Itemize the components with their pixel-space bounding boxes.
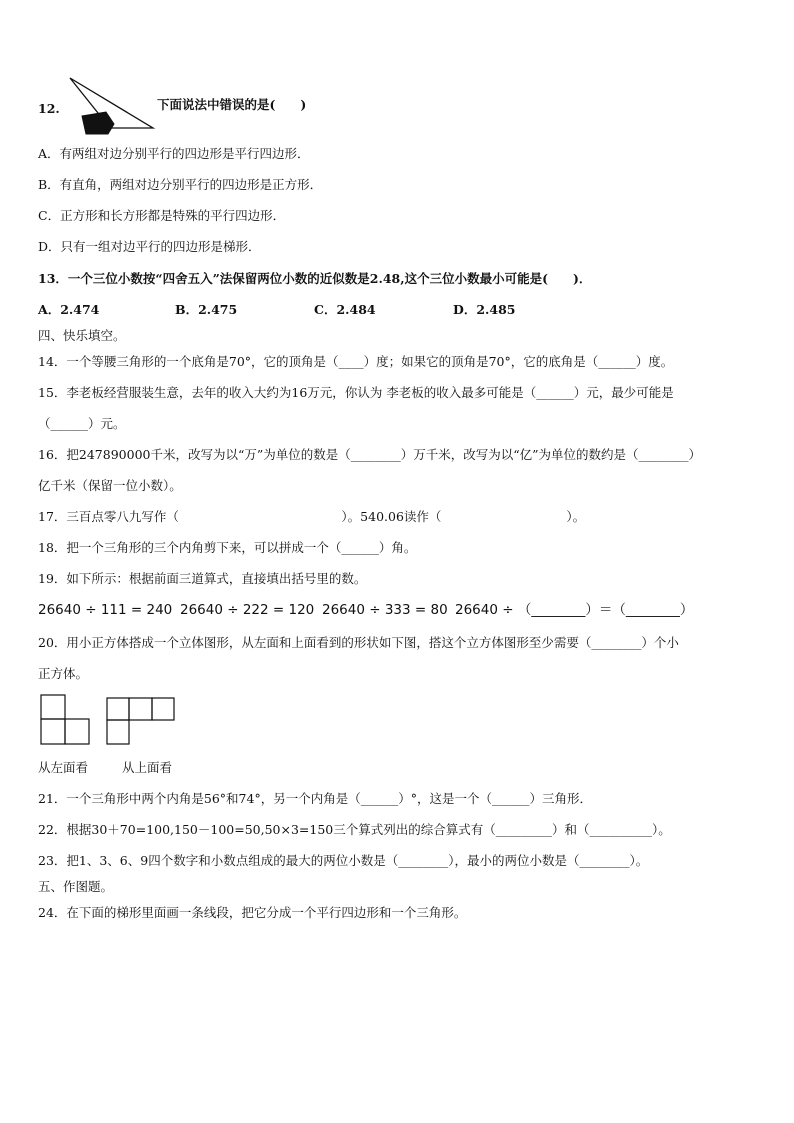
q12-option-b: B．有直角，两组对边分别平行的四边形是正方形． bbox=[38, 177, 323, 192]
q20-view-figures bbox=[40, 694, 180, 748]
left-view-figure bbox=[41, 695, 89, 744]
set-square-ruler-figure bbox=[68, 76, 158, 136]
q15-line1: 15．李老板经营服装生意，去年的收入大约为16万元，你认为 李老板的收入最多可能是（______）元，最少可能是 bbox=[38, 385, 674, 400]
q12-number: 12. bbox=[38, 101, 60, 116]
q23-text: 23．把1、3、6、9四个数字和小数点组成的最大的两位小数是（________），最小的两位小数是（________）。 bbox=[38, 853, 649, 868]
top-view-figure bbox=[107, 698, 174, 744]
q20-line2: 正方体。 bbox=[38, 666, 89, 681]
q20-caption-top-view: 从上面看 bbox=[122, 760, 173, 775]
q22-text: 22．根据30＋70=100,150－100=50,50×3=150三个算式列出的综合算式有（_________）和（__________）。 bbox=[38, 822, 671, 837]
q19-equation-3: 26640 ÷ 333 = 80 bbox=[322, 602, 448, 618]
q20-caption-left-view: 从左面看 bbox=[38, 760, 89, 775]
q13-option-d: D．2.485 bbox=[453, 302, 516, 317]
q19-stem: 19．如下所示：根据前面三道算式，直接填出括号里的数。 bbox=[38, 571, 367, 586]
q13-stem: 13．一个三位小数按“四舍五入”法保留两位小数的近似数是2.48,这个三位小数最小可能是( )． bbox=[38, 271, 592, 286]
q13-option-c: C．2.484 bbox=[314, 302, 376, 317]
q20-line1: 20．用小正方体搭成一个立体图形，从左面和上面看到的形状如下图，搭这个立方体图形至少需要（________）个小 bbox=[38, 635, 679, 650]
q12-option-a: A．有两组对边分别平行的四边形是平行四边形． bbox=[38, 146, 310, 161]
section-4-heading: 四、快乐填空。 bbox=[38, 328, 126, 343]
q19-equation-4: 26640 ÷ （________）＝（________） bbox=[455, 602, 694, 618]
q13-option-a: A．2.474 bbox=[38, 302, 100, 317]
section-5-heading: 五、作图题。 bbox=[38, 879, 114, 894]
q12-option-d: D．只有一组对边平行的四边形是梯形． bbox=[38, 239, 261, 254]
q19-equation-1: 26640 ÷ 111 = 240 bbox=[38, 602, 173, 618]
q19-equation-2: 26640 ÷ 222 = 120 bbox=[180, 602, 315, 618]
q16-line1: 16．把247890000千米，改写为以“万”为单位的数是（________）万千米，改写为以“亿”为单位的数约是（________） bbox=[38, 447, 702, 462]
q16-line2: 亿千米（保留一位小数）。 bbox=[38, 478, 182, 493]
q12-stem: 下面说法中错误的是( ) bbox=[157, 97, 307, 112]
q17-text: 17．三百点零八九写作（ ）。540.06读作（ ）。 bbox=[38, 509, 586, 524]
q15-line2: （______）元。 bbox=[38, 416, 126, 431]
q13-option-b: B．2.475 bbox=[175, 302, 238, 317]
q18-text: 18．把一个三角形的三个内角剪下来，可以拼成一个（______）角。 bbox=[38, 540, 417, 555]
q12-option-c: C．正方形和长方形都是特殊的平行四边形． bbox=[38, 208, 286, 223]
q14-text: 14．一个等腰三角形的一个底角是70°，它的顶角是（____）度；如果它的顶角是70°，它的底角是（______）度。 bbox=[38, 354, 674, 369]
q21-text: 21．一个三角形中两个内角是56°和74°，另一个内角是（______）°，这是一个（______）三角形． bbox=[38, 791, 592, 806]
q24-text: 24．在下面的梯形里面画一条线段，把它分成一个平行四边形和一个三角形。 bbox=[38, 905, 467, 920]
